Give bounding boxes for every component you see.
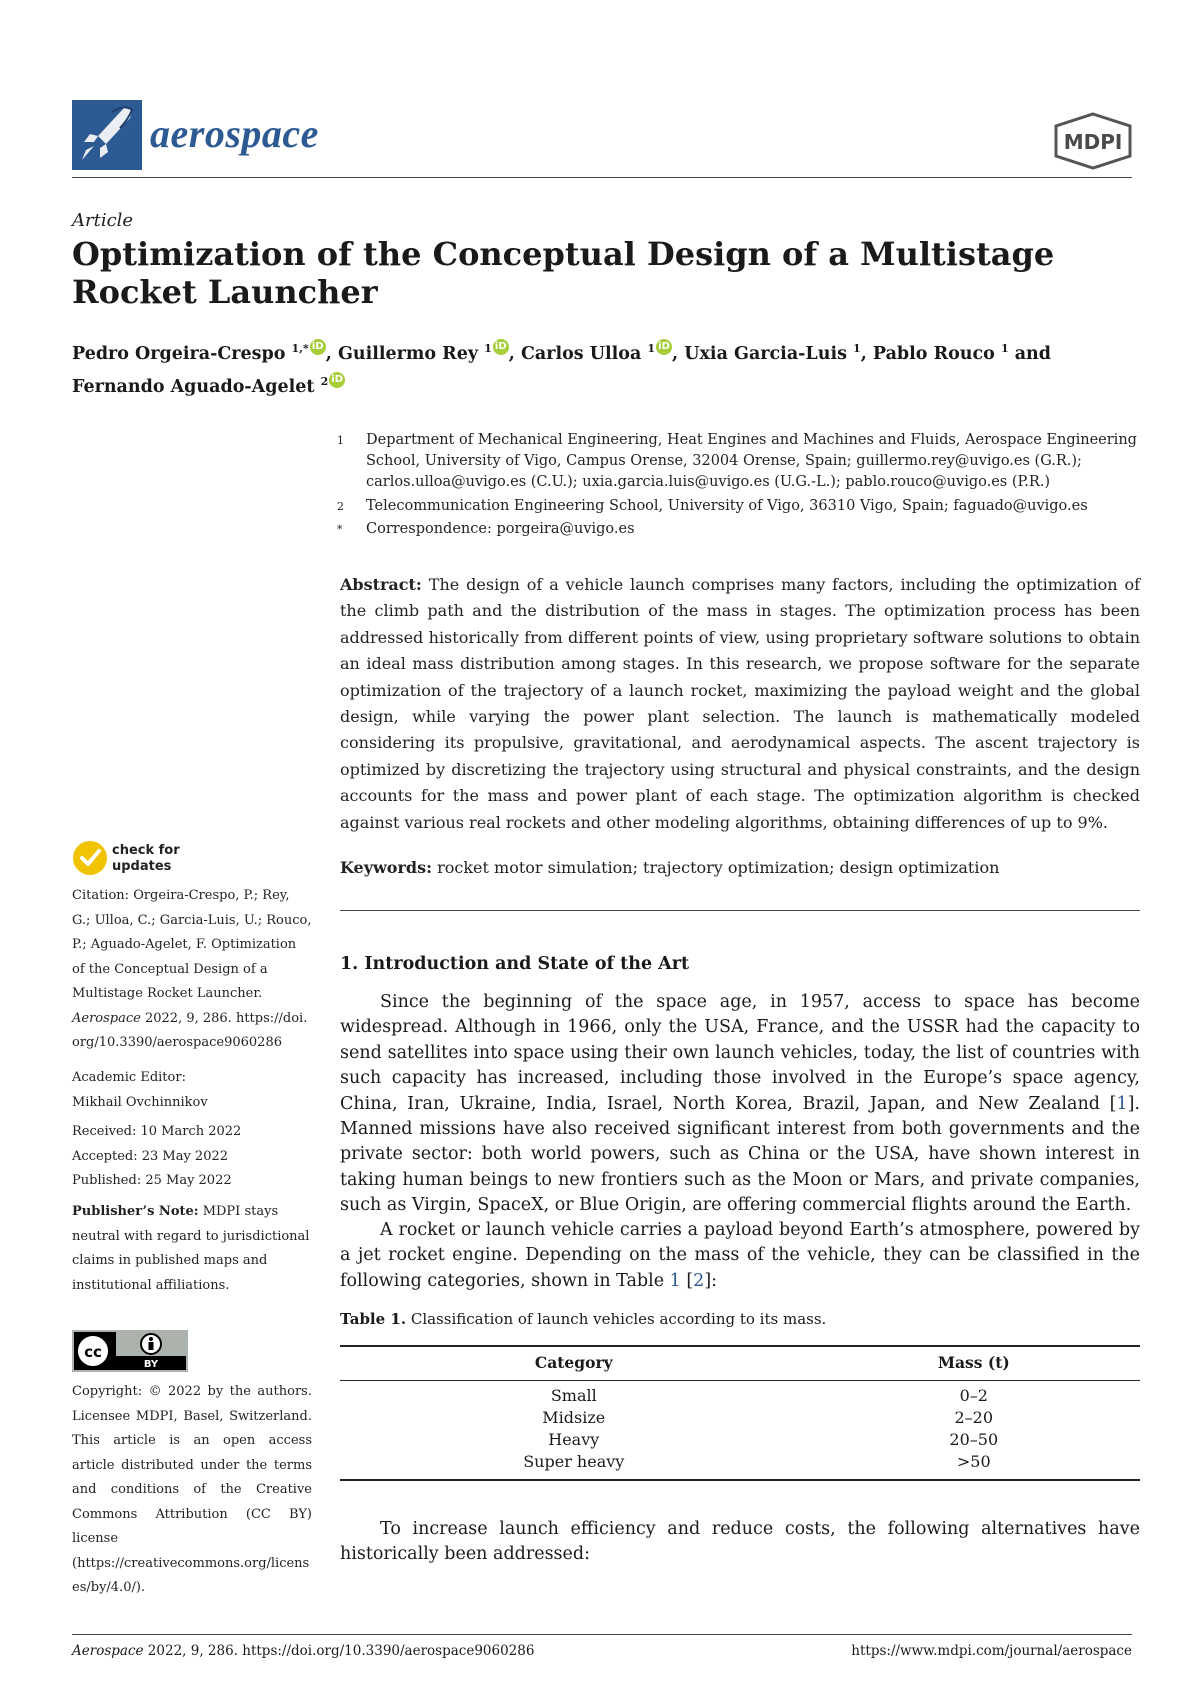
author-affiliation-marker: 1 [647,342,656,355]
paragraph-3: To increase launch efficiency and reduce costs, the following alternatives have historically been addressed: [340,1519,1140,1565]
affiliation-number: 1 [337,434,344,447]
affiliation-2 [337,496,1140,517]
author-name: Pedro Orgeira-Crespo [72,343,292,364]
section-heading: 1. Introduction and State of the Art [340,954,690,974]
keywords [340,858,1140,877]
paragraph-text: A rocket or launch vehicle carries a payload beyond Earth’s atmosphere, powered by a jet rocket engine. Depending on the mass of the vehicle, they can be classified in the following categories, shown in Table [340,1220,1140,1291]
citation [72,884,312,1056]
affiliation-1 [337,430,1140,493]
citation-journal: Aerospace [72,1010,141,1026]
abstract [340,572,1140,836]
journal-name: aerospace [150,111,319,156]
cc-badge-label: BY [143,1359,159,1370]
mdpi-logo-text: MDPI [1063,130,1123,154]
publisher-note-label: Publisher’s Note: [72,1204,199,1219]
paragraph-text: ]. Manned missions have also received significant interest from both governments and the private sector: both world powers, such as China or the USA, have shown interest in taking human beings to new frontiers such as the Moon or Mars, and private companies, such as Virgin, SpaceX, or Blue Origin, are offering commercial flights around the Earth. [340,1093,1140,1216]
author-separator: , [325,343,338,364]
footer-doi[interactable]: 2022, 9, 286. https://doi.org/10.3390/aerospace9060286 [147,1643,535,1659]
reference-link[interactable]: 2 [693,1270,705,1291]
orcid-icon[interactable]: iD [310,339,326,355]
author-affiliation-marker: 1,* [291,342,309,355]
dates [72,1120,312,1194]
classification-table [340,1345,1140,1481]
keywords-text: rocket motor simulation; trajectory optimization; design optimization [437,858,1000,877]
table-cell: Midsize [542,1408,606,1427]
affiliation-text: Correspondence: porgeira@uvigo.es [366,521,635,537]
table-cell: 20–50 [949,1430,999,1449]
affiliation-text: Department of Mechanical Engineering, Heat Engines and Machines and Fluids, Aerospace Engineering School, University of Vigo, Campus Orense, 32004 Orense, Spain; guillermo.rey@uvigo.es (G.R.); carlos.ulloa@uvigo.es (C.U.); uxia.garcia.luis@uvigo.es (U.G.-L.); pablo.rouco@uvigo.es (P.R.) [366,432,1137,490]
correspondence [337,519,1140,540]
publisher-note [72,1200,312,1298]
author-affiliation-marker: 1 [1000,342,1009,355]
table-cell: >50 [808,1451,1140,1480]
footer-journal-url[interactable]: https://www.mdpi.com/journal/aerospace [851,1643,1132,1659]
author-name: Pablo Rouco [872,343,1001,364]
footer-citation [72,1643,534,1659]
author-affiliation-marker: 1 [484,342,492,355]
table-cell: Super heavy [340,1451,808,1480]
accepted-date: Accepted: 23 May 2022 [72,1148,229,1164]
paragraph-text: Since the beginning of the space age, in 1957, access to space has become widespread. Although in 1966, only the USA, France, and the USSR had the capacity to send satellites into space using their own launch vehicles, today, the list of countries with such capacity has increased, including those involved in the Europe’s space agency, China, Iran, Ukraine, India, Israel, North Korea, Brazil, Japan, and New Zealand [ [340,992,1140,1114]
editor-label: Academic Editor: [72,1070,186,1085]
svg-text:cc: cc [84,1343,102,1361]
author-name: Uxia Garcia-Luis [684,343,854,364]
copyright [72,1380,312,1601]
abstract-rule [340,910,1140,911]
citation-label: Citation: [72,888,130,903]
editor-name: Mikhail Ovchinnikov [72,1094,208,1110]
table-reference-link[interactable]: 1 [669,1270,681,1291]
cc-by-license-icon[interactable] [72,1330,188,1376]
header-rule [72,177,1132,178]
table-caption-text: Classification of launch vehicles according to its mass. [410,1310,827,1328]
author-separator: , [672,343,685,364]
reference-link[interactable]: 1 [1116,1093,1128,1114]
table-cell: 0–2 [959,1386,988,1405]
author-name: Guillermo Rey [337,343,485,364]
paragraph-text: ]: [704,1270,718,1291]
table-caption-label: Table 1. [340,1310,407,1328]
affiliation-number: 2 [337,500,344,513]
table-row [340,1381,1140,1408]
published-date: Published: 25 May 2022 [72,1173,232,1188]
footer-rule [72,1634,1132,1635]
table-cell: 2–20 [954,1408,994,1427]
author-and: and [1014,343,1051,364]
received-date: Received: 10 March 2022 [72,1124,242,1139]
author-name: Fernando Aguado-Agelet [72,376,321,397]
orcid-icon[interactable]: iD [329,372,345,388]
copyright-text: Copyright: © 2022 by the authors. Licensee MDPI, Basel, Switzerland. This article is an open access article distributed under the terms and conditions of the Creative Commons Attribution (CC BY) license (https://creativecommons.org/licenses/by/4.0/). [72,1384,312,1595]
author-separator: , [860,343,873,364]
paragraph-text: [ [680,1270,694,1291]
journal-logo-icon [72,100,142,170]
author-affiliation-marker: 2 [320,374,329,388]
paper-title: Optimization of the Conceptual Design of a Multistage Rocket Launcher [72,235,1055,311]
mdpi-logo [1052,112,1134,174]
affiliation-number: * [337,523,343,536]
citation-doi[interactable]: 2022, 9, 286. https://doi.org/10.3390/aerospace9060286 [72,1010,308,1050]
table-row [340,1451,1140,1480]
paragraph-1 [340,990,1140,1219]
orcid-icon[interactable]: iD [493,339,509,355]
affiliation-text: Telecommunication Engineering School, University of Vigo, 36310 Vigo, Spain; faguado@uvigo.es [366,498,1088,514]
paragraph-2 [340,1218,1140,1294]
table-header-category: Category [340,1346,808,1381]
academic-editor [72,1066,312,1115]
abstract-text: The design of a vehicle launch comprises many factors, including the optimization of the climb path and the distribution of the mass in stages. The optimization process has been addressed historically from different points of view, using proprietary software solutions to obtain an ideal mass distribution among stages. In this research, we propose software for the separate optimization of the trajectory of a launch rocket, maximizing the payload weight and the global design, while varying the power plant selection. The launch is mathematically modeled considering its propulsive, gravitational, and aerodynamical aspects. The ascent trajectory is optimized by discretizing the trajectory using structural and physical constraints, and the design accounts for the mass and power plant of each stage. The optimization algorithm is checked against various real rockets and other modeling algorithms, obtaining differences of up to 9%. [340,575,1140,832]
author-list [72,335,1132,401]
table-header-mass: Mass (t) [808,1346,1140,1381]
table-cell: Small [550,1386,597,1405]
abstract-label: Abstract: [340,575,422,594]
table-row [340,1407,1140,1429]
footer-journal: Aerospace [72,1643,144,1659]
table-caption [340,1310,826,1328]
table-cell: Heavy [548,1430,600,1449]
author-affiliation-marker: 1 [853,342,861,355]
check-for-updates-button[interactable] [72,836,182,884]
article-type: Article [72,210,134,231]
author-name: Carlos Ulloa [520,343,648,364]
check-updates-line1: check for [112,843,180,858]
citation-text: Orgeira-Crespo, P.; Rey, G.; Ulloa, C.; Garcia-Luis, U.; Rouco, P.; Aguado-Agelet, F. Optimization of the Conceptual Design of a Multistage Rocket Launcher. [72,888,312,1001]
orcid-icon[interactable]: iD [656,339,672,355]
check-updates-line2: updates [112,859,172,874]
keywords-label: Keywords: [340,858,433,877]
author-separator: , [508,343,521,364]
table-row [340,1429,1140,1451]
publisher-note-text: MDPI stays neutral with regard to jurisdictional claims in published maps and institutional affiliations. [72,1204,310,1293]
